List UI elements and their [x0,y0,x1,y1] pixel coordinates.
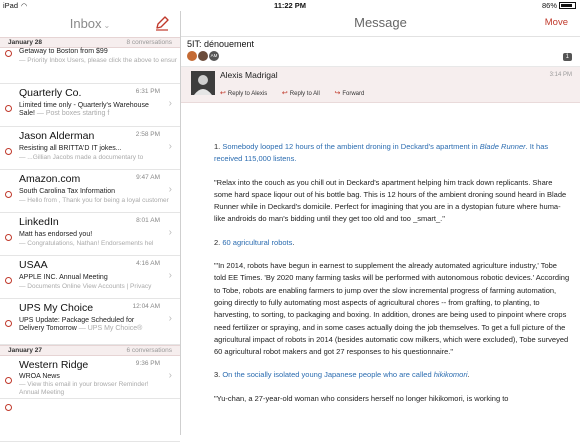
body-paragraph [214,237,570,249]
mail-sender: Western Ridge [19,359,89,371]
mail-time-text: 8:01 AM [136,217,160,224]
list-item[interactable] [0,48,180,84]
list-item[interactable] [0,127,180,170]
mail-subject: South Carolina Tax Information [19,188,115,195]
link-text: . It has received 115,000 listens. [214,142,549,164]
mailbox-title: Inbox [69,16,102,31]
mail-subject: APPLE INC. Annual Meeting [19,274,108,281]
forward-button[interactable] [334,91,364,97]
mail-time-text: 6:31 PM [135,88,160,95]
message-actions [220,89,377,97]
section-header [0,345,180,356]
mail-sender: UPS My Choice [19,302,94,314]
list-number: 3. [214,370,223,380]
article-link[interactable]: 60 agricultural robots [222,237,293,247]
unread-dot-icon [5,377,12,384]
mail-time [136,88,160,95]
forward-label: Forward [342,91,365,97]
mail-time [136,217,160,224]
mail-time [136,360,160,367]
compose-icon[interactable] [154,15,170,31]
mail-preview: — Documents Online View Accounts | Privacy [19,283,152,290]
punctuation: . [292,237,295,247]
mail-time-text: 2:58 PM [135,131,160,138]
reply-icon: ↩ [220,90,226,97]
mail-sender: Quarterly Co. [19,87,82,99]
avatar [198,51,208,61]
chevron-down-icon: ⌄ [103,21,111,30]
unread-dot-icon [5,404,12,411]
link-text: On the socially isolated young Japanese people who are called [222,370,434,380]
avatar [187,51,197,61]
unread-dot-icon [5,277,12,284]
article-link[interactable] [214,142,548,163]
section-date: January 28 [8,39,42,46]
reply-all-icon: ↩ [281,90,288,97]
chevron-right-icon: › [168,141,172,152]
list-item[interactable] [0,356,180,399]
list-number: 1. [214,142,223,151]
mail-time [133,303,160,310]
mail-preview: — ...Gillian Jacobs made a documentary to [19,154,144,161]
thread-count-badge: 1 [563,53,572,61]
forward-icon: ↪ [334,90,341,97]
status-bar [0,0,580,11]
punctuation: . [467,370,470,380]
list-item[interactable] [0,213,180,256]
reply-all-button[interactable] [282,91,320,97]
mail-subject: Getaway to Boston from $99 [19,48,108,55]
mail-preview: — Priority Inbox Users, please click the above to ensur [19,57,177,64]
section-date: January 27 [8,347,42,354]
body-paragraph [214,369,570,381]
mail-sender: USAA [19,259,48,271]
unread-dot-icon [5,148,12,155]
mail-preview: — Hello from , Thank you for being a loyal customer [19,197,169,204]
body-paragraph [214,141,570,166]
author-name: Alexis Madrigal [220,70,278,80]
mailbox-selector[interactable] [0,16,180,31]
body-paragraph: "Relax into the couch as you chill out in Deckard's apartment helping him track down replicants. Share some hard space liqour out of his bottle bag. This is 12 hours of the ambient droning sound heard in Blade Runner while in Deckard's domicile. Perfect for imagining that you are in a dystopian future where huma-like androids do man's bidding until they get too old and too _smart_." [214,177,567,224]
body-paragraph: "Yu-chan, a 27-year-old woman who considers herself no longer hikikomori, is working to [214,393,509,403]
mail-sender: Amazon.com [19,173,81,185]
link-emphasis: hikikomori [433,370,468,380]
avatar: AM [209,51,219,61]
unread-dot-icon [5,320,12,327]
mail-sender: Jason Alderman [19,130,95,142]
mail-time [136,131,160,138]
mail-time-text: 4:16 AM [136,260,160,267]
mail-subject: WROA News [19,373,60,380]
chevron-right-icon: › [168,370,172,381]
chevron-right-icon: › [168,184,172,195]
thread-subject: 5IT: dénouement [187,39,255,49]
section-count: 8 conversations [126,39,172,46]
mail-time-text: 9:47 AM [136,174,160,181]
mail-time-text: 9:36 PM [135,360,160,367]
thread-bar [181,37,580,67]
message-time: 3:14 PM [549,72,572,78]
page-title: Message [354,15,407,30]
mail-subject [19,102,160,118]
unread-dot-icon [5,50,12,57]
unread-dot-icon [5,191,12,198]
mail-preview: — Post boxes starting f [36,110,110,117]
list-item[interactable] [0,170,180,213]
link-emphasis: Blade Runner [479,142,526,151]
list-item[interactable] [0,299,180,345]
mail-list-sidebar [0,11,181,435]
reply-label: Reply to Alexis [227,91,268,97]
mail-subject: Resisting all BRITTA'D IT jokes... [19,145,122,152]
unread-dot-icon [5,234,12,241]
person-icon [191,71,215,95]
link-text: Somebody looped 12 hours of the ambient droning in Deckard's apartment in [222,142,480,151]
avatar[interactable] [191,71,215,95]
message-body [214,141,570,416]
mail-subject: Matt has endorsed you! [19,231,93,238]
list-number: 2. [214,237,223,247]
mail-preview: — Congratulations, Nathan! Endorsements hel [19,240,154,247]
list-item[interactable] [0,84,180,127]
list-item[interactable] [0,399,180,442]
mail-time [136,260,160,267]
move-button[interactable]: Move [544,17,568,28]
battery-icon [559,2,576,9]
mail-time-text: 12:04 AM [132,303,160,310]
mail-subject [19,317,160,333]
mail-preview: — UPS My Choice® [78,325,143,332]
unread-dot-icon [5,105,12,112]
message-meta [181,67,580,103]
sidebar-header [0,11,180,37]
section-header [0,37,180,48]
chevron-right-icon: › [168,227,172,238]
mail-time [136,174,160,181]
mail-subject-text: UPS Update: Package Scheduled for Delivery Tomorrow [19,317,135,332]
device-label: iPad [3,1,19,10]
reply-button[interactable] [220,91,267,97]
clock: 11:22 PM [273,1,307,10]
battery-percent: 86% [541,1,557,10]
chevron-right-icon: › [168,270,172,281]
list-item[interactable] [0,256,180,299]
participant-avatars [187,51,220,62]
article-link[interactable] [222,370,467,379]
message-header [181,11,580,37]
body-paragraph: "'In 2014, robots have begun in earnest to supplement the already automated agriculture industry,' Tobe told EE Times. 'By 2020 many farming tasks will be performed with autonomous robotic devices.' According to Tobe, robots are enabling farmers to jump over the slow incremental progress of farming automation, going directly to fully automating most aspects of agricultural chores -- from grafting, to planting, to harvesting, to sorting, to packaging and boxing. In addition, drones are being used to pinpoint where crops need fertilizer or spraying, and in some cases actually doing the job themselves. To get a full picture of the agricultural impact of robots in 2014 (besides automatic cow milkers, which were excluded), Tobe surveyed 60 agricultural robot makers and got 27 responses to his questionnaire." [214,261,570,357]
mail-sender: LinkedIn [19,216,59,228]
mail-subject-text: Limited time only - Quarterly's Warehouse Sale! [19,102,149,117]
mail-preview: — View this email in your browser Reminder! Annual Meeting [19,381,149,396]
message-pane [181,11,580,435]
chevron-right-icon: › [168,313,172,324]
reply-all-label: Reply to All [289,91,320,97]
chevron-right-icon: › [168,98,172,109]
section-count: 6 conversations [126,347,172,354]
wifi-icon: ◠ [21,3,28,10]
